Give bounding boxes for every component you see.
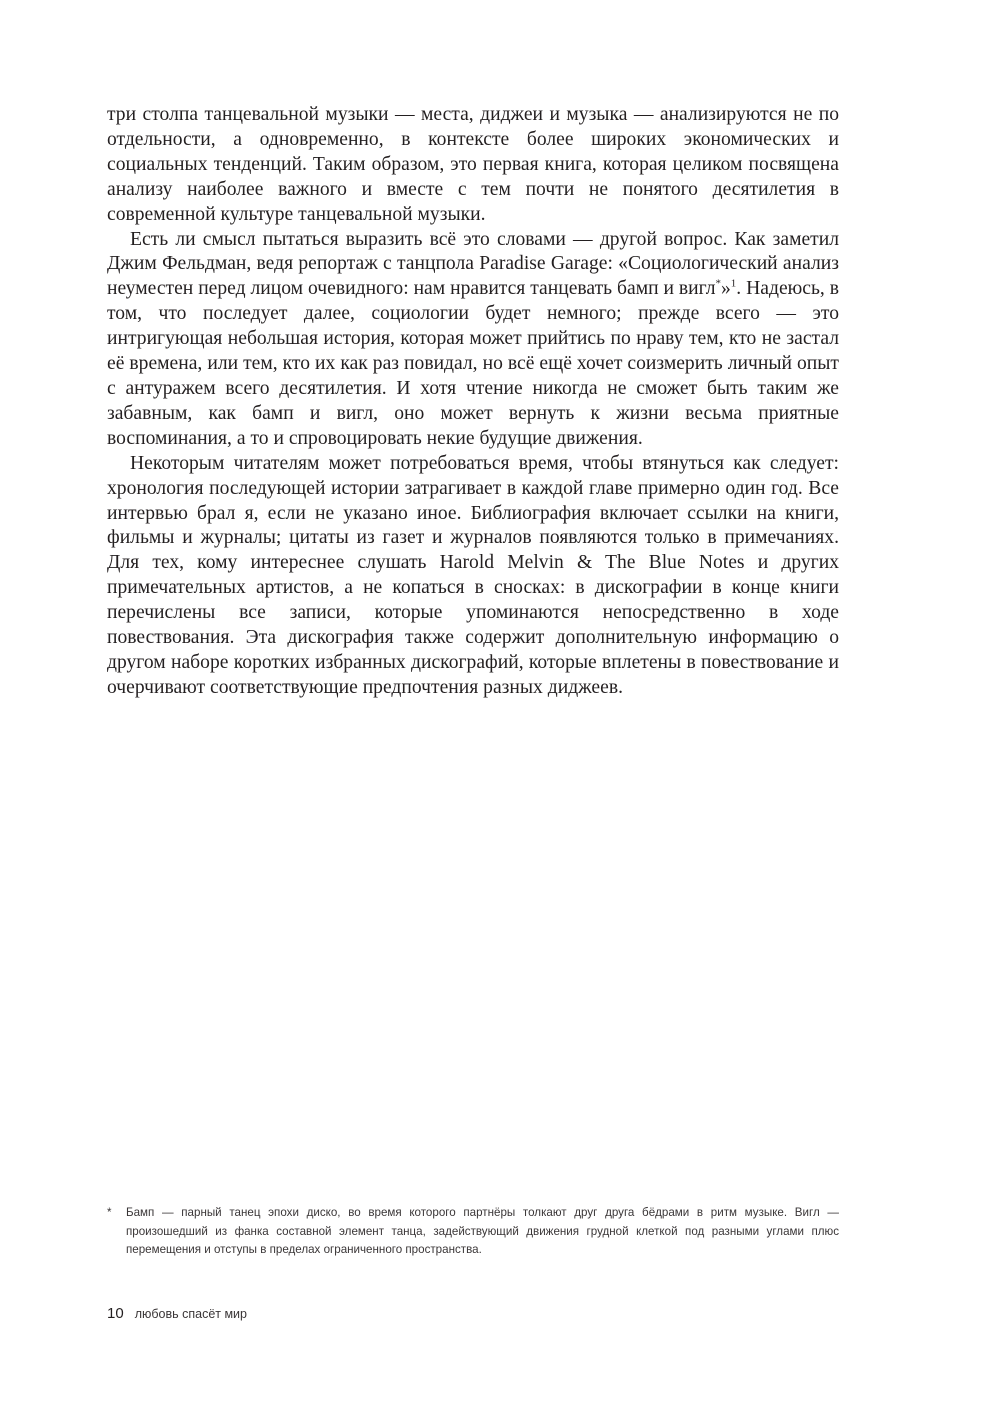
- page-number: 10: [107, 1305, 124, 1322]
- paragraph-2-text-before-note: Есть ли смысл пытаться выразить всё это словами — другой вопрос. Как заметил Джим Фельдман, ведя репортаж с танцпола Paradise Garage: «Социологический анализ неуместен перед лицом очевидного: нам нравится танцевать бамп и вигл: [107, 228, 839, 300]
- footnote-marker: *: [107, 1206, 112, 1219]
- footnote: [107, 1204, 839, 1260]
- page-footer: [107, 1305, 247, 1327]
- running-title: любовь спасёт мир: [134, 1307, 247, 1321]
- footnote-star-reference[interactable]: *: [715, 277, 721, 290]
- footnote-text: Бамп — парный танец эпохи диско, во время которого партнёры толкают друг друга бёдрами в ритм музыке. Вигл — произошедший из фанка составной элемент танца, задействующий движения грудной клеткой под разными углами плюс перемещения и отступы в пределах ограниченного пространства.: [126, 1206, 839, 1256]
- paragraph-2: [107, 228, 839, 452]
- paragraph-2-text-after-note: . Надеюсь, в том, что последует далее, социологии будет немного; прежде всего — это интригующая небольшая история, которая может прийтись по нраву тем, кто не застал её времена, или тем, кто их как раз повидал, но всё ещё хочет соизмерить личный опыт с антуражем всего десятилетия. И хотя чтение никогда не сможет быть таким же забавным, как бамп и вигл, оно может вернуть к жизни весьма приятные воспоминания, а то и спровоцировать некие будущие движения.: [107, 278, 839, 449]
- endnote-reference[interactable]: 1: [730, 277, 737, 290]
- main-text: [107, 103, 839, 701]
- paragraph-1: три столпа танцевальной музыки — места, диджеи и музыка — анализируются не по отдельности, а одновременно, в контексте более широких экономических и социальных тенденций. Таким образом, это первая книга, которая целиком посвящена анализу наиболее важного и вместе с тем почти не понятого десятилетия в современной культуре танцевальной музыки.: [107, 104, 839, 225]
- closing-quote: »: [721, 278, 731, 300]
- paragraph-3: Некоторым читателям может потребоваться время, чтобы втянуться как следует: хронология последующей истории затрагивает в каждой главе примерно один год. Все интервью брал я, если не указано иное. Библиография включает ссылки на книги, фильмы и журналы; цитаты из газет и журналов появляются только в примечаниях. Для тех, кому интереснее слушать Harold Melvin & The Blue Notes и других примечательных артистов, а не копаться в сносках: в дискографии в конце книги перечислены все записи, которые упоминаются непосредственно в ходе повествования. Эта дискография также содержит дополнительную информацию о другом наборе коротких избранных дискографий, которые вплетены в повествование и очерчивают соответствующие предпочтения разных диджеев.: [107, 452, 839, 698]
